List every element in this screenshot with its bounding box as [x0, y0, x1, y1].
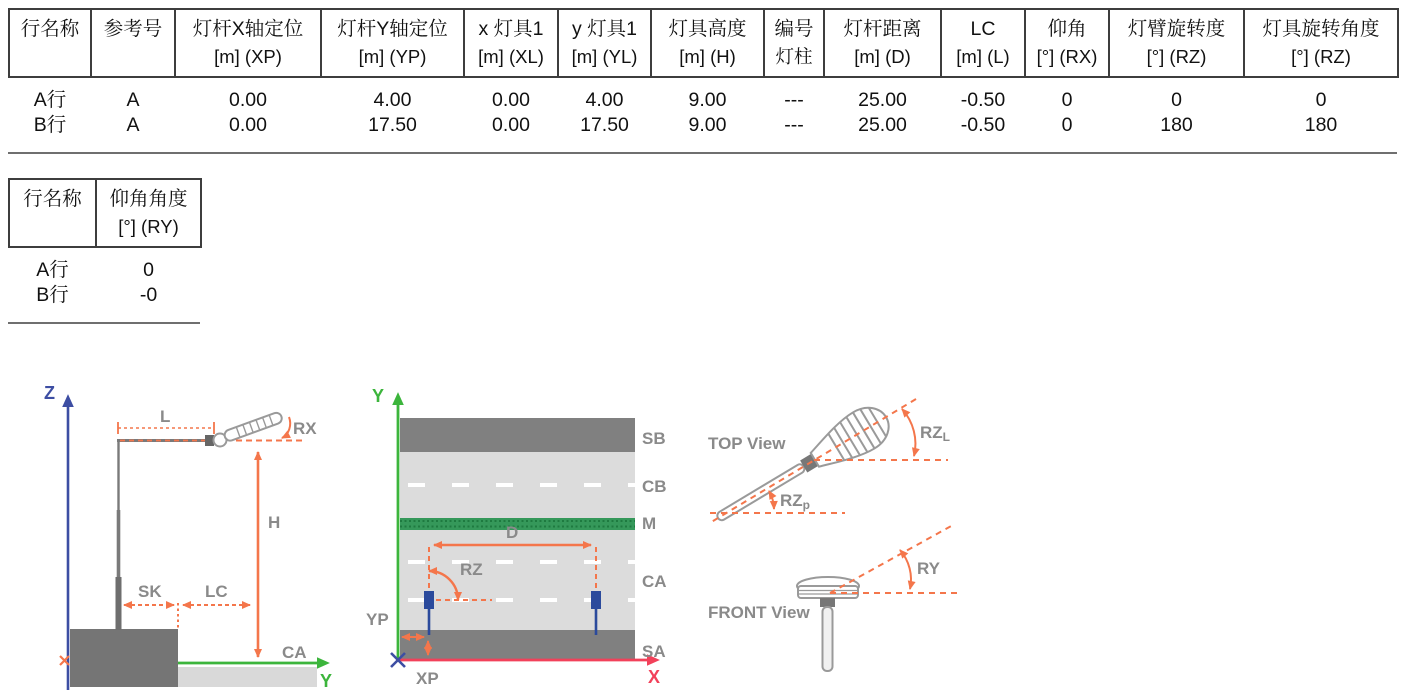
column-header: 灯具旋转角度 [°] (RZ) — [1244, 9, 1398, 77]
table-cell: 0 — [1171, 89, 1182, 111]
table-cell: 0 — [1315, 89, 1327, 111]
table-cell: A — [126, 89, 140, 111]
luminaire-front-icon — [797, 577, 859, 671]
tilt-angle-table-section — [8, 178, 202, 324]
table-cell: B行 — [33, 114, 67, 136]
table-cell: 25.00 — [858, 114, 907, 136]
band-sa — [400, 630, 635, 659]
table-cell: -0.50 — [960, 89, 1006, 111]
z-axis — [44, 383, 68, 690]
carriageway-label: CA — [282, 643, 307, 662]
column-header: 行名称 — [9, 9, 91, 77]
pole-arrangement-table — [8, 8, 1399, 138]
table-cell: 0 — [143, 259, 154, 281]
table-row-b — [9, 283, 201, 308]
table-cell: 0 — [1061, 114, 1073, 136]
dimension-d-label: D — [506, 523, 519, 542]
table-row-a — [9, 77, 1398, 113]
column-header: 灯杆Y轴定位 [m] (YP) — [321, 9, 464, 77]
dimension-h-label: H — [268, 513, 281, 532]
table2-bottom-rule — [8, 322, 200, 324]
luminaire-top-icon — [702, 378, 931, 539]
column-header: 行名称 — [9, 179, 96, 247]
column-header: x 灯具1 [m] (XL) — [464, 9, 558, 77]
band-sb — [400, 418, 635, 452]
dimension-rz-label: RZ — [460, 560, 483, 579]
band-ca-label: CA — [642, 572, 667, 591]
side-view-diagram — [20, 372, 350, 692]
dimension-l — [118, 407, 214, 434]
tilt-angle-table — [8, 178, 202, 308]
dimension-yp-label: YP — [366, 610, 389, 629]
dimension-rzl-label: RZL — [920, 423, 951, 444]
band-sa-label: SA — [642, 642, 666, 661]
table-cell: 25.00 — [858, 89, 907, 111]
table-cell: 180 — [1160, 114, 1193, 136]
column-header: LC [m] (L) — [941, 9, 1025, 77]
sidewalk-block — [70, 629, 178, 687]
table-cell: 0.00 — [229, 114, 267, 136]
dimension-sk — [124, 582, 174, 605]
table-cell: --- — [784, 114, 804, 136]
dimension-xp-label: XP — [416, 669, 439, 688]
column-header: 灯杆X轴定位 [m] (XP) — [175, 9, 321, 77]
band-cb-label: CB — [642, 477, 667, 496]
dimension-l-label: L — [160, 407, 171, 426]
table-cell: 0.00 — [492, 89, 530, 111]
table-cell: A行 — [36, 259, 69, 281]
table-cell: --- — [784, 89, 804, 111]
dimension-ry-label: RY — [917, 559, 940, 578]
table-cell: 0.00 — [492, 114, 530, 136]
column-header: 仰角角度 [°] (RY) — [96, 179, 201, 247]
dimension-sk-label: SK — [138, 582, 162, 601]
luminaire-views-diagram — [690, 378, 1330, 692]
light-pole — [116, 440, 207, 630]
column-header: 灯杆距离 [m] (D) — [824, 9, 941, 77]
table1-bottom-rule — [8, 152, 1397, 154]
column-header: 灯臂旋转度 [°] (RZ) — [1109, 9, 1244, 77]
table-cell: -0 — [139, 284, 158, 306]
table-cell: 4.00 — [373, 89, 412, 111]
table-cell: 0.00 — [229, 89, 267, 111]
dimension-h — [258, 452, 280, 657]
z-axis-label: Z — [44, 383, 55, 403]
table-cell: 4.00 — [585, 89, 624, 111]
header-row — [9, 9, 1398, 77]
dimension-lc — [183, 582, 250, 605]
header-row — [9, 179, 201, 247]
band-m-label: M — [642, 514, 657, 533]
pole-arrangement-table-section — [8, 8, 1399, 154]
table-cell: 17.50 — [368, 114, 417, 136]
road-surface — [178, 667, 317, 687]
y-axis-label: Y — [372, 386, 385, 406]
column-header: 灯具高度 [m] (H) — [651, 9, 764, 77]
band-sb-label: SB — [642, 429, 666, 448]
column-header: 编号 灯柱 — [764, 9, 824, 77]
table-row-b — [9, 113, 1398, 138]
x-axis-label: X — [648, 667, 661, 687]
table-cell: -0.50 — [960, 114, 1006, 136]
table-cell: 9.00 — [688, 89, 727, 111]
dimension-ry — [830, 525, 960, 593]
table-cell: 17.50 — [580, 114, 629, 136]
dimension-rzp-label: RZp — [780, 491, 811, 512]
plan-view-diagram — [360, 372, 680, 692]
table-cell: A — [126, 114, 140, 136]
table-cell: A行 — [33, 89, 67, 111]
column-header: y 灯具1 [m] (YL) — [558, 9, 651, 77]
table-cell: B行 — [36, 284, 69, 306]
table-cell: 0 — [1061, 89, 1073, 111]
front-view-title: FRONT View — [708, 603, 810, 622]
column-header: 参考号 — [91, 9, 175, 77]
y-axis-label: Y — [320, 671, 333, 691]
table-row-a — [9, 247, 201, 283]
table-cell: 9.00 — [688, 114, 727, 136]
top-view-title: TOP View — [708, 434, 786, 453]
table-cell: 180 — [1304, 114, 1338, 136]
band-labels — [642, 429, 667, 661]
column-header: 仰角 [°] (RX) — [1025, 9, 1109, 77]
dimension-rx-label: RX — [293, 419, 317, 438]
dimension-lc-label: LC — [205, 582, 228, 601]
